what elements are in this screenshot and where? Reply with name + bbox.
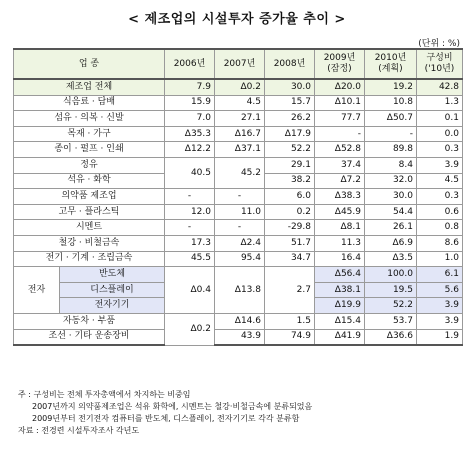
cell-share: 0.0 <box>417 126 463 142</box>
header-2008: 2008년 <box>265 49 315 79</box>
cell-2007: Δ0.2 <box>215 79 265 95</box>
cell-2010: 19.2 <box>365 79 417 95</box>
row-label: 전기 · 기계 · 조립금속 <box>14 251 165 267</box>
cell-2008: 34.7 <box>265 251 315 267</box>
table-row <box>14 313 463 329</box>
cell-2009: 11.3 <box>315 235 365 251</box>
cell-share: 0.3 <box>417 189 463 205</box>
cell-2009: Δ41.9 <box>315 329 365 345</box>
cell-2006: Δ12.2 <box>165 142 215 158</box>
cell-2010: 100.0 <box>365 267 417 283</box>
cell-2010: Δ6.9 <box>365 235 417 251</box>
cell-2010: Δ36.6 <box>365 329 417 345</box>
table-row <box>14 235 463 251</box>
cell-2009: Δ52.8 <box>315 142 365 158</box>
cell-2009: Δ19.9 <box>315 298 365 314</box>
row-label: 식음료 · 담배 <box>14 95 165 111</box>
cell-2008: 15.7 <box>265 95 315 111</box>
cell-2009: Δ8.1 <box>315 220 365 236</box>
cell-2007: Δ2.4 <box>215 235 265 251</box>
cell-2007: - <box>215 220 265 236</box>
footnote-classification-2009: 2009년부터 전기전자 컴퓨터를 반도체, 디스플레이, 전자기기로 각각 분류함 <box>32 414 300 423</box>
cell-2010: 52.2 <box>365 298 417 314</box>
cell-2008: 29.1 <box>265 157 315 173</box>
row-label: 고무 · 플라스틱 <box>14 204 165 220</box>
header-2006: 2006년 <box>165 49 215 79</box>
cell-2007: 45.2 <box>215 157 265 188</box>
cell-2008: 6.0 <box>265 189 315 205</box>
table-row <box>14 267 463 283</box>
cell-2009: Δ10.1 <box>315 95 365 111</box>
cell-2006: Δ0.2 <box>165 313 215 345</box>
cell-2009: - <box>315 126 365 142</box>
cell-2006: 17.3 <box>165 235 215 251</box>
cell-2008: 30.0 <box>265 79 315 95</box>
cell-share: 3.9 <box>417 298 463 314</box>
cell-2008: 0.2 <box>265 204 315 220</box>
row-label: 종이 · 펄프 · 인쇄 <box>14 142 165 158</box>
cell-2009: Δ56.4 <box>315 267 365 283</box>
cell-2008: 1.5 <box>265 313 315 329</box>
cell-2007: 4.5 <box>215 95 265 111</box>
cell-2006: 7.9 <box>165 79 215 95</box>
cell-2010: 89.8 <box>365 142 417 158</box>
cell-share: 3.9 <box>417 157 463 173</box>
cell-2009: Δ38.1 <box>315 282 365 298</box>
cell-2008: 51.7 <box>265 235 315 251</box>
cell-share: 8.6 <box>417 235 463 251</box>
cell-2010: 26.1 <box>365 220 417 236</box>
table-row <box>14 189 463 205</box>
table-row <box>14 79 463 95</box>
cell-2010: 30.0 <box>365 189 417 205</box>
cell-2008: 2.7 <box>265 267 315 314</box>
header-2007: 2007년 <box>215 49 265 79</box>
cell-2007: 11.0 <box>215 204 265 220</box>
footnote-classification-2007: 2007년까지 의약품제조업은 석유 화학에, 시멘트는 철강·비철금속에 분류되었음 <box>32 402 313 411</box>
cell-2008: 74.9 <box>265 329 315 345</box>
cell-share: 1.0 <box>417 251 463 267</box>
cell-2006: - <box>165 220 215 236</box>
row-label: 철강 · 비철금속 <box>14 235 165 251</box>
table-row <box>14 251 463 267</box>
cell-share: 5.6 <box>417 282 463 298</box>
row-label: 자동차 · 부품 <box>14 313 165 329</box>
table-row <box>14 111 463 127</box>
cell-2010: 32.0 <box>365 173 417 189</box>
cell-2008: 38.2 <box>265 173 315 189</box>
cell-2009: Δ38.3 <box>315 189 365 205</box>
cell-2008: -29.8 <box>265 220 315 236</box>
header-sector: 업 종 <box>14 49 165 79</box>
row-label: 반도체 <box>60 267 165 283</box>
cell-2007: 43.9 <box>215 329 265 345</box>
table-row <box>14 126 463 142</box>
row-label: 전자기기 <box>60 298 165 314</box>
group-label-electronics: 전자 <box>14 267 60 314</box>
row-label: 시멘트 <box>14 220 165 236</box>
row-label: 디스플레이 <box>60 282 165 298</box>
cell-share: 42.8 <box>417 79 463 95</box>
cell-share: 6.1 <box>417 267 463 283</box>
table-row <box>14 220 463 236</box>
cell-2010: 54.4 <box>365 204 417 220</box>
header-2010: 2010년 (계획) <box>365 49 417 79</box>
cell-2006: 7.0 <box>165 111 215 127</box>
footnote-share: 주 : 구성비는 전체 투자총액에서 차지하는 비중임 <box>18 390 191 399</box>
cell-share: 1.3 <box>417 95 463 111</box>
cell-2007: - <box>215 189 265 205</box>
table-row <box>14 329 463 345</box>
header-2009: 2009년 (잠정) <box>315 49 365 79</box>
cell-2006: Δ0.4 <box>165 267 215 314</box>
cell-2009: Δ7.2 <box>315 173 365 189</box>
cell-2009: Δ20.0 <box>315 79 365 95</box>
cell-2009: 37.4 <box>315 157 365 173</box>
cell-2008: 52.2 <box>265 142 315 158</box>
header-share: 구성비 ('10년) <box>417 49 463 79</box>
cell-2006: 15.9 <box>165 95 215 111</box>
cell-2007: Δ37.1 <box>215 142 265 158</box>
cell-2008: 26.2 <box>265 111 315 127</box>
cell-2006: - <box>165 189 215 205</box>
row-label: 석유 · 화학 <box>14 173 165 189</box>
cell-2007: 27.1 <box>215 111 265 127</box>
cell-share: 0.3 <box>417 142 463 158</box>
cell-2010: Δ3.5 <box>365 251 417 267</box>
row-label: 목재 · 가구 <box>14 126 165 142</box>
header-row <box>14 49 463 79</box>
row-label: 정유 <box>14 157 165 173</box>
cell-2010: 10.8 <box>365 95 417 111</box>
investment-table <box>13 48 463 346</box>
cell-share: 0.6 <box>417 204 463 220</box>
row-label: 조선 · 기타 운송장비 <box>14 329 165 345</box>
cell-share: 0.8 <box>417 220 463 236</box>
cell-2009: Δ45.9 <box>315 204 365 220</box>
cell-2009: 16.4 <box>315 251 365 267</box>
cell-2006: 12.0 <box>165 204 215 220</box>
cell-2007: Δ14.6 <box>215 313 265 329</box>
cell-2010: 19.5 <box>365 282 417 298</box>
cell-2009: Δ15.4 <box>315 313 365 329</box>
cell-2007: Δ16.7 <box>215 126 265 142</box>
cell-2010: 8.4 <box>365 157 417 173</box>
footnotes <box>18 389 312 437</box>
row-label: 의약품 제조업 <box>14 189 165 205</box>
cell-2010: - <box>365 126 417 142</box>
row-label: 섬유 · 의복 · 신발 <box>14 111 165 127</box>
unit-label: (단위 : %) <box>418 39 460 49</box>
cell-2009: 77.7 <box>315 111 365 127</box>
table-row <box>14 142 463 158</box>
cell-share: 4.5 <box>417 173 463 189</box>
cell-share: 1.9 <box>417 329 463 345</box>
cell-2007: 95.4 <box>215 251 265 267</box>
cell-share: 0.1 <box>417 111 463 127</box>
footnote-source: 자료 : 전경련 시설투자조사 각년도 <box>18 426 140 435</box>
row-label: 제조업 전체 <box>14 79 165 95</box>
table-title: < 제조업의 시설투자 증가율 추이 > <box>128 12 346 27</box>
cell-2010: Δ50.7 <box>365 111 417 127</box>
cell-2007: Δ13.8 <box>215 267 265 314</box>
table-row <box>14 95 463 111</box>
cell-share: 3.9 <box>417 313 463 329</box>
table-row <box>14 204 463 220</box>
table-row <box>14 157 463 173</box>
cell-2010: 53.7 <box>365 313 417 329</box>
cell-2006: 45.5 <box>165 251 215 267</box>
cell-2006: Δ35.3 <box>165 126 215 142</box>
cell-2008: Δ17.9 <box>265 126 315 142</box>
cell-2006: 40.5 <box>165 157 215 188</box>
